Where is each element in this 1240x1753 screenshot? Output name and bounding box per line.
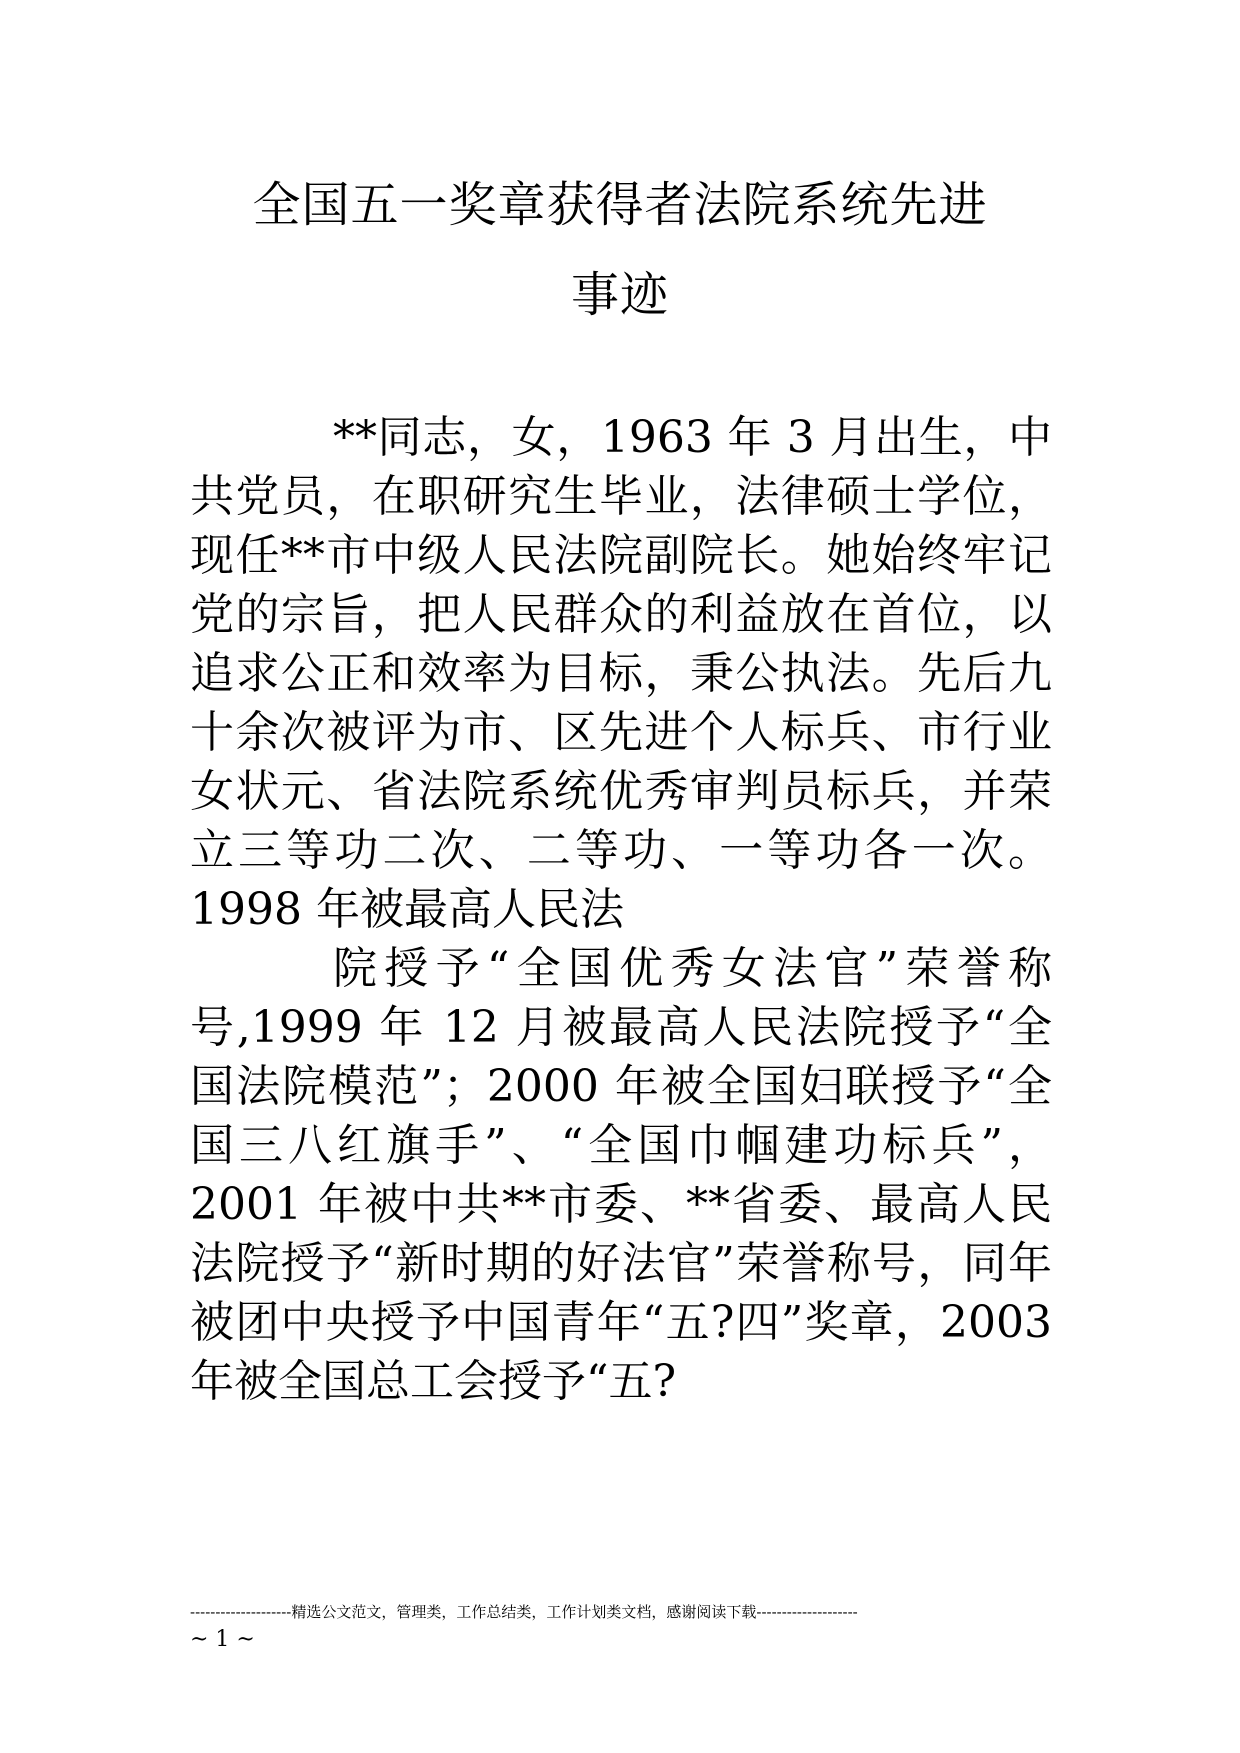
title-line-1: 全国五一奖章获得者法院系统先进 — [252, 177, 988, 233]
paragraph-2: 院授予“全国优秀女法官”荣誉称号,1999 年 12 月被最高人民法院授予“全国法院模范”；2000 年被全国妇联授予“全国三八红旗手”、“全国巾帼建功标兵”，2001 年被中共**市委、**省委、最高人民法院授予“新时期的好法官”荣誉称号，同年被团中央授予中国青年“五?四”奖章，2003 年被全国总工会授予“五? — [190, 943, 1052, 1407]
document-title — [150, 160, 1090, 340]
paragraph-1: **同志，女，1963 年 3 月出生，中共党员，在职研究生毕业，法律硕士学位，现任**市中级人民法院副院长。她始终牢记党的宗旨，把人民群众的利益放在首位，以追求公正和效率为目标，秉公执法。先后九十余次被评为市、区先进个人标兵、市行业女状元、省法院系统优秀审判员标兵，并荣立三等功二次、二等功、一等功各一次。1998 年被最高人民法 — [190, 412, 1052, 935]
document-body — [190, 408, 1052, 1411]
footer-text: --------------------精选公文范文，管理类，工作总结类，工作计划类文档，感谢阅读下载-------------------- — [190, 1603, 858, 1621]
page-number: ~ 1 ~ — [190, 1627, 255, 1652]
title-line-2: 事迹 — [570, 267, 669, 323]
